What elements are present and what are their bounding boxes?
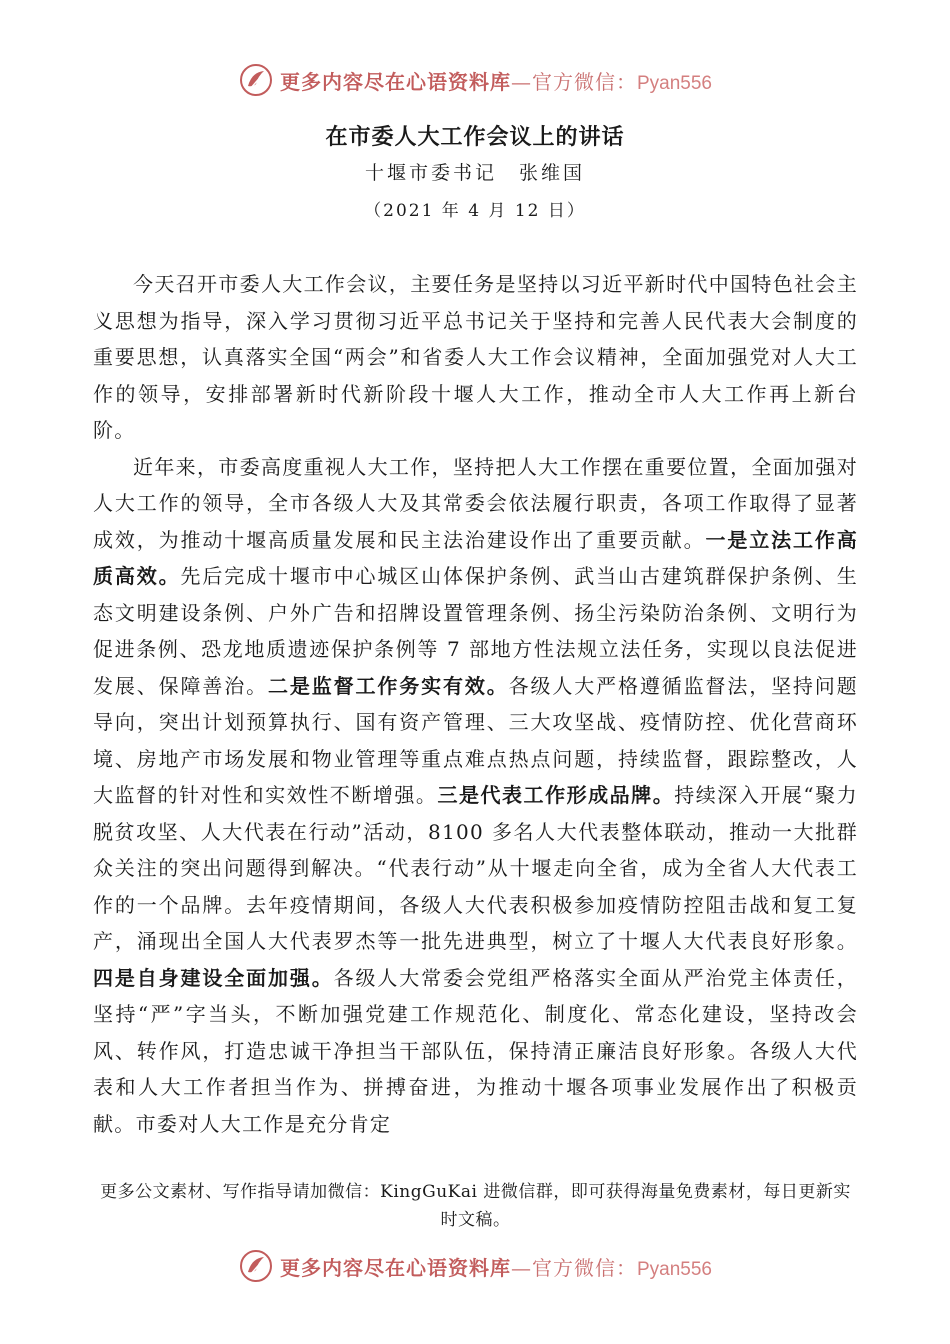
footer-note: 更多公文素材、写作指导请加微信：KingGuKai 进微信群，即可获得海量免费素材，每日更新实时文稿。 bbox=[100, 1182, 851, 1230]
watermark-wechat-id: Pyan556 bbox=[636, 72, 712, 94]
paragraph-2-supervision: 各级人大严格遵循监督法，坚持问题导向，突出计划预算执行、国有资产管理、三大攻坚战、疫情防控、优化营商环境、房地产市场发展和物业管理等重点难点热点问题，持续监督，跟踪整改，人大监督的针对性和实效性不断增强。 bbox=[93, 673, 858, 807]
watermark-text bbox=[280, 1252, 712, 1281]
document-body bbox=[93, 266, 858, 1142]
paragraph-2-intro: 近年来，市委高度重视人大工作，坚持把人大工作摆在重要位置，全面加强对人大工作的领导，全市各级人大及其常委会依法履行职责，各项工作取得了显著成效，为推动十堰高质量发展和民主法治建设作出了重要贡献。 bbox=[93, 454, 858, 552]
logo-icon bbox=[238, 1248, 274, 1284]
watermark-text bbox=[280, 66, 712, 95]
watermark-wechat-id: Pyan556 bbox=[636, 1258, 712, 1280]
document-title: 在市委人大工作会议上的讲话 bbox=[325, 124, 625, 150]
watermark-header bbox=[0, 60, 950, 100]
paragraph-2 bbox=[93, 449, 858, 1143]
watermark-wechat-label: 官方微信： bbox=[531, 1255, 637, 1280]
highlight-self-building: 四是自身建设全面加强。 bbox=[93, 965, 334, 990]
watermark-dash: — bbox=[510, 1255, 532, 1280]
paragraph-2-representatives: 持续深入开展“聚力脱贫攻坚、人大代表在行动”活动，8100 多名人大代表整体联动，推动一大批群众关注的突出问题得到解决。“代表行动”从十堰走向全省，成为全省人大代表工作的一个品牌。去年疫情期间，各级人大代表积极参加疫情防控阻击战和复工复产，涌现出全国人大代表罗杰等一批先进典型，树立了十堰人大代表良好形象。 bbox=[93, 783, 858, 953]
document-date: （2021 年 4 月 12 日） bbox=[364, 201, 586, 221]
paragraph-1: 今天召开市委人大工作会议，主要任务是坚持以习近平新时代中国特色社会主义思想为指导，深入学习贯彻习近平总书记关于坚持和完善人民代表大会制度的重要思想，认真落实全国“两会”和省委人大工作会议精神，全面加强党对人大工作的领导，安排部署新时代新阶段十堰人大工作，推动全市人大工作再上新台阶。 bbox=[93, 272, 858, 442]
paragraph-2-self-building: 各级人大常委会党组严格落实全面从严治党主体责任，坚持“严”字当头，不断加强党建工作规范化、制度化、常态化建设，坚持改会风、转作风，打造忠诚干净担当干部队伍，保持清正廉洁良好形象。各级人大代表和人大工作者担当作为、拼搏奋进，为推动十堰各项事业发展作出了积极贡献。市委对人大工作是充分肯定 bbox=[93, 965, 858, 1136]
watermark-dash: — bbox=[510, 69, 532, 94]
watermark-title: 更多内容尽在心语资料库 bbox=[279, 69, 511, 94]
watermark-wechat-label: 官方微信： bbox=[531, 69, 637, 94]
paragraph-2-legislation: 先后完成十堰市中心城区山体保护条例、武当山古建筑群保护条例、生态文明建设条例、户外广告和招牌设置管理条例、扬尘污染防治条例、文明行为促进条例、恐龙地质遗迹保护条例等 7 部地方性法规立法任务，实现以良法促进发展、保障善治。 bbox=[93, 564, 858, 698]
watermark-title: 更多内容尽在心语资料库 bbox=[279, 1255, 511, 1280]
highlight-legislation: 一是立法工作高质高效。 bbox=[93, 527, 858, 588]
watermark-footer bbox=[0, 1246, 950, 1286]
document-author: 十堰市委书记 张维国 bbox=[364, 162, 585, 184]
highlight-supervision: 二是监督工作务实有效。 bbox=[267, 673, 509, 698]
logo-icon bbox=[238, 62, 274, 98]
highlight-representatives: 三是代表工作形成品牌。 bbox=[437, 783, 675, 807]
